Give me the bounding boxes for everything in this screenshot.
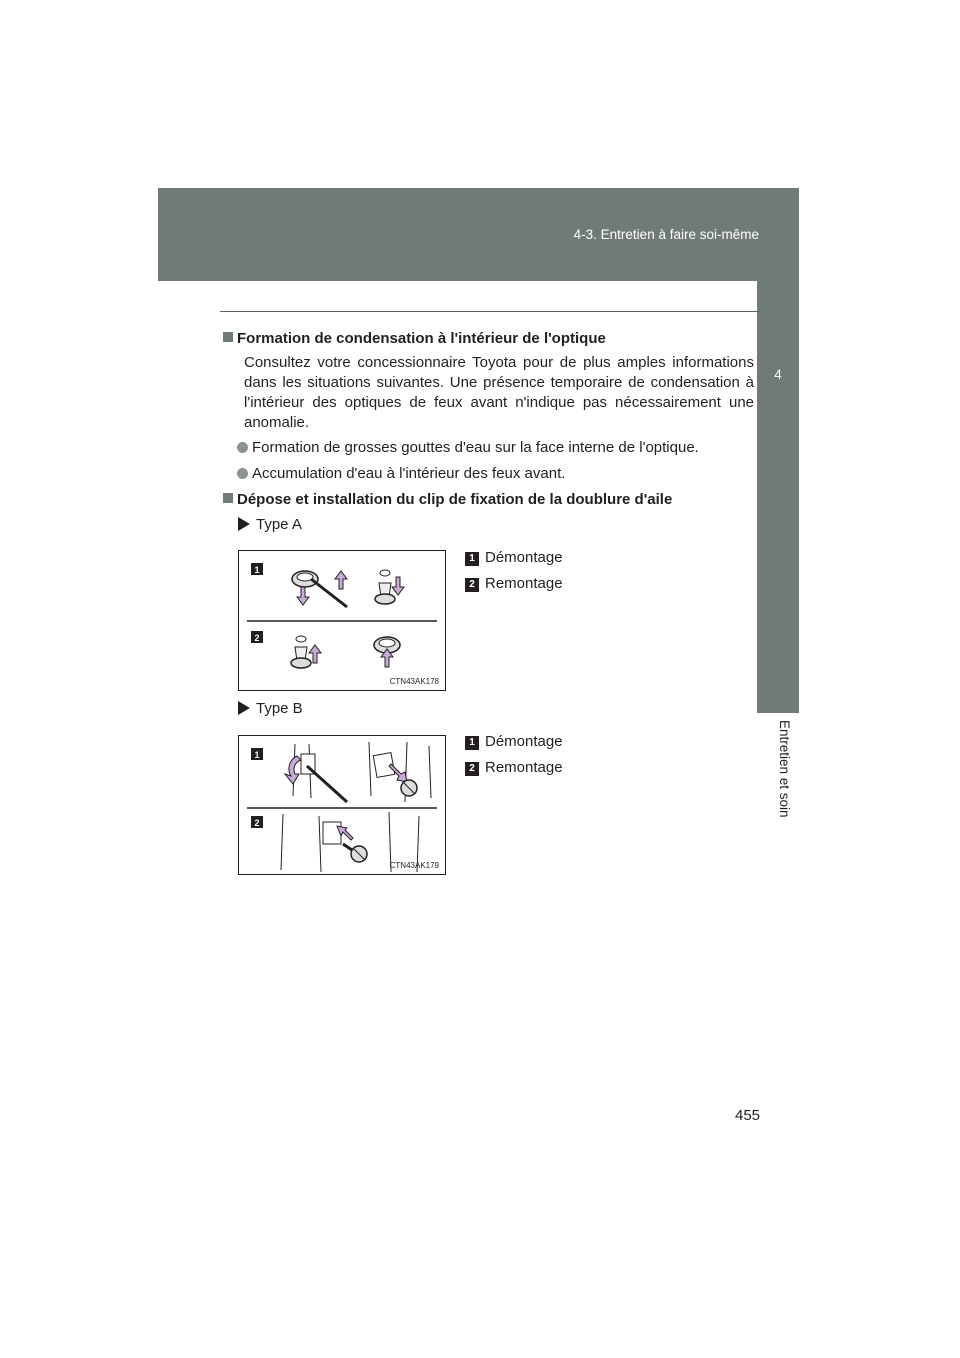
svg-text:2: 2 xyxy=(254,818,260,828)
condensation-paragraph: Consultez votre concessionnaire Toyota pour de plus amples informations dans les situations suivantes. Une présence temporaire de condensation à l'intérieur des optiques de feux avant n'indique pas nécessairement une anomalie. xyxy=(244,354,754,431)
section-title: 4-3. Entretien à faire soi-même xyxy=(573,227,759,242)
svg-text:2: 2 xyxy=(254,633,260,643)
heading-clip xyxy=(223,491,672,508)
bullet-text: Accumulation d'eau à l'intérieur des feux avant. xyxy=(252,465,566,482)
legend-item: 2 Remontage xyxy=(465,575,563,592)
circle-bullet-icon xyxy=(237,468,248,479)
chapter-tab xyxy=(757,281,799,713)
type-a-figure xyxy=(238,550,446,691)
step-number-icon: 1 xyxy=(465,736,479,750)
heading-condensation-text: Formation de condensation à l'intérieur de l'optique xyxy=(237,330,606,347)
triangle-pointer-icon xyxy=(238,701,250,715)
bullet-text: Formation de grosses gouttes d'eau sur la face interne de l'optique. xyxy=(252,439,699,456)
header-band xyxy=(158,188,799,281)
type-b-figure xyxy=(238,735,446,875)
legend-item: 1 Démontage xyxy=(465,549,563,566)
header-rule xyxy=(220,311,760,312)
legend-item: 1 Démontage xyxy=(465,733,563,750)
step-number-icon: 2 xyxy=(465,762,479,776)
svg-text:1: 1 xyxy=(254,750,260,760)
square-bullet-icon xyxy=(223,332,233,342)
heading-condensation xyxy=(223,330,606,347)
legend-item: 2 Remontage xyxy=(465,759,563,776)
chapter-number: 4 xyxy=(774,367,782,382)
step-number-icon: 1 xyxy=(465,552,479,566)
page-number: 455 xyxy=(735,1107,761,1124)
bullet-item xyxy=(237,465,565,482)
figure-code: CTN43AK178 xyxy=(389,677,439,686)
circle-bullet-icon xyxy=(237,442,248,453)
svg-text:1: 1 xyxy=(254,565,260,575)
square-bullet-icon xyxy=(223,493,233,503)
type-a-illustration xyxy=(239,551,445,690)
triangle-pointer-icon xyxy=(238,517,250,531)
type-a-label: Type A xyxy=(238,516,302,533)
heading-clip-text: Dépose et installation du clip de fixation de la doublure d'aile xyxy=(237,491,673,508)
figure-code: CTN43AK179 xyxy=(389,861,439,870)
chapter-label: Entretien et soin xyxy=(777,720,792,818)
type-b-label: Type B xyxy=(238,700,303,717)
type-b-illustration xyxy=(239,736,445,874)
bullet-item xyxy=(237,439,699,456)
step-number-icon: 2 xyxy=(465,578,479,592)
